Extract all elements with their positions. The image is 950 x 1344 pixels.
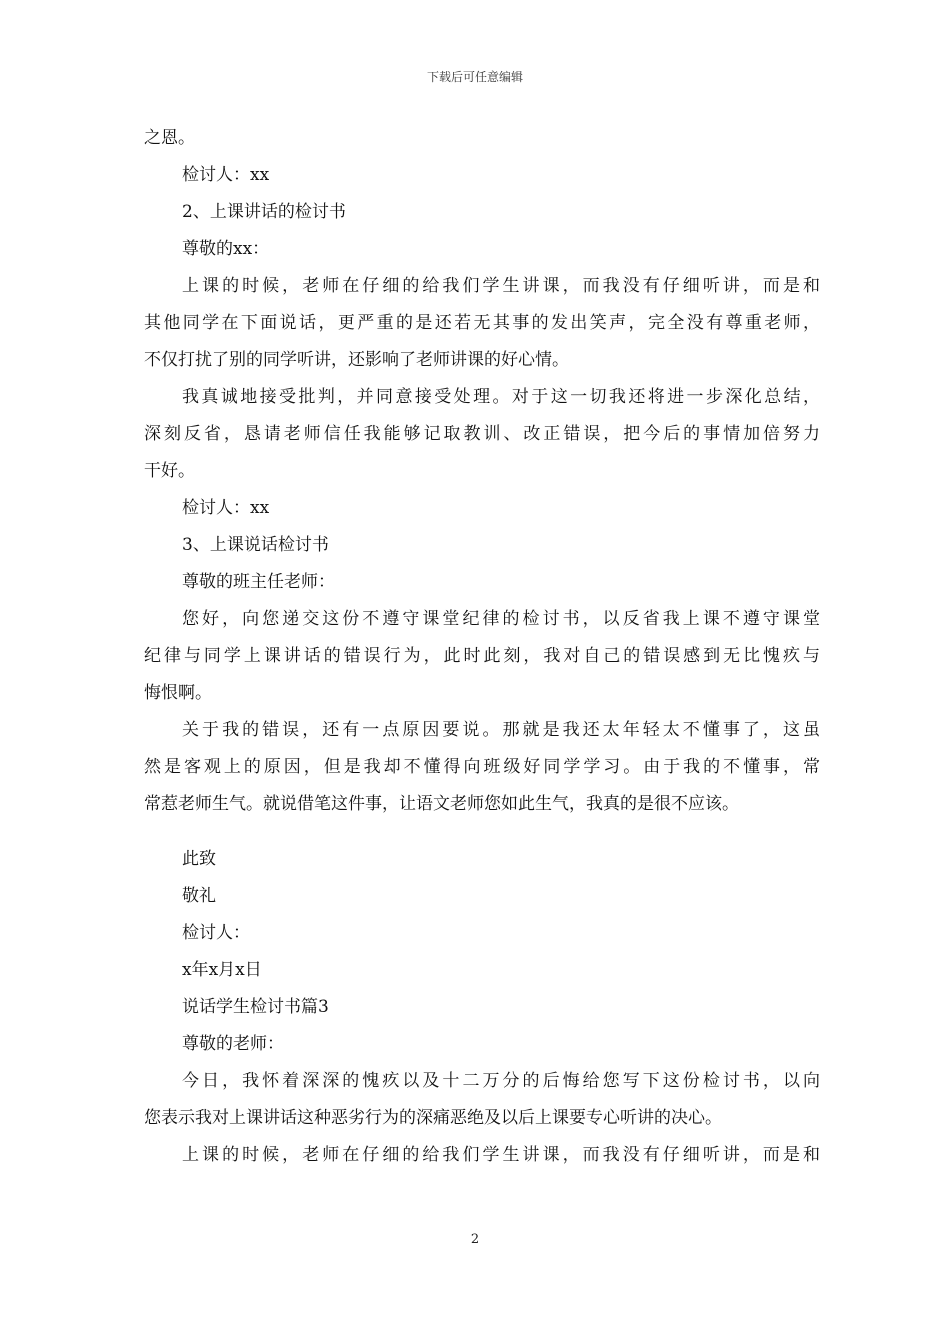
text-line: 敬礼 bbox=[182, 886, 216, 906]
text-line: 干好。 bbox=[144, 461, 195, 481]
paragraph-gap bbox=[144, 823, 820, 841]
text-line: 上课的时候，老师在仔细的给我们学生讲课，而我没有仔细听讲，而是和 bbox=[182, 1145, 820, 1165]
text-line: 今日，我怀着深深的愧疚以及十二万分的后悔给您写下这份检讨书，以向 bbox=[182, 1071, 820, 1091]
document-body bbox=[144, 120, 820, 1174]
text-line: 尊敬的班主任老师： bbox=[182, 572, 335, 592]
text-line: 常惹老师生气。就说借笔这件事，让语文老师您如此生气，我真的是很不应该。 bbox=[144, 794, 739, 814]
text-line: 我真诚地接受批判，并同意接受处理。对于这一切我还将进一步深化总结， bbox=[182, 387, 820, 407]
text-line: 3、上课说话检讨书 bbox=[182, 535, 329, 555]
page-number: 2 bbox=[470, 1232, 480, 1247]
text-line: 上课的时候，老师在仔细的给我们学生讲课，而我没有仔细听讲，而是和 bbox=[182, 276, 820, 296]
text-line: 您好，向您递交这份不遵守课堂纪律的检讨书，以反省我上课不遵守课堂 bbox=[182, 609, 820, 629]
text-line: 尊敬的xx： bbox=[182, 239, 270, 259]
text-line: 然是客观上的原因，但是我却不懂得向班级好同学学习。由于我的不懂事，常 bbox=[144, 757, 820, 777]
text-line: 之恩。 bbox=[144, 128, 195, 148]
text-line: 尊敬的老师： bbox=[182, 1034, 284, 1054]
text-line: 检讨人： bbox=[182, 923, 250, 943]
text-line: 此致 bbox=[182, 849, 216, 869]
text-line: x年x月x日 bbox=[182, 960, 262, 980]
text-line: 检讨人：xx bbox=[182, 165, 270, 185]
page-header: 下载后可任意编辑 bbox=[426, 70, 523, 84]
text-line: 不仅打扰了别的同学听讲，还影响了老师讲课的好心情。 bbox=[144, 350, 569, 370]
text-line: 纪律与同学上课讲话的错误行为，此时此刻，我对自己的错误感到无比愧疚与 bbox=[144, 646, 820, 666]
text-line: 2、上课讲话的检讨书 bbox=[182, 202, 346, 222]
text-line: 关于我的错误，还有一点原因要说。那就是我还太年轻太不懂事了，这虽 bbox=[182, 720, 820, 740]
text-line: 其他同学在下面说话，更严重的是还若无其事的发出笑声，完全没有尊重老师， bbox=[144, 313, 820, 333]
text-line: 检讨人：xx bbox=[182, 498, 270, 518]
text-line: 您表示我对上课讲话这种恶劣行为的深痛恶绝及以后上课要专心听讲的决心。 bbox=[144, 1108, 722, 1128]
text-line: 悔恨啊。 bbox=[144, 683, 212, 703]
text-line: 深刻反省，恳请老师信任我能够记取教训、改正错误，把今后的事情加倍努力 bbox=[144, 424, 820, 444]
text-line: 说话学生检讨书篇3 bbox=[182, 997, 329, 1017]
